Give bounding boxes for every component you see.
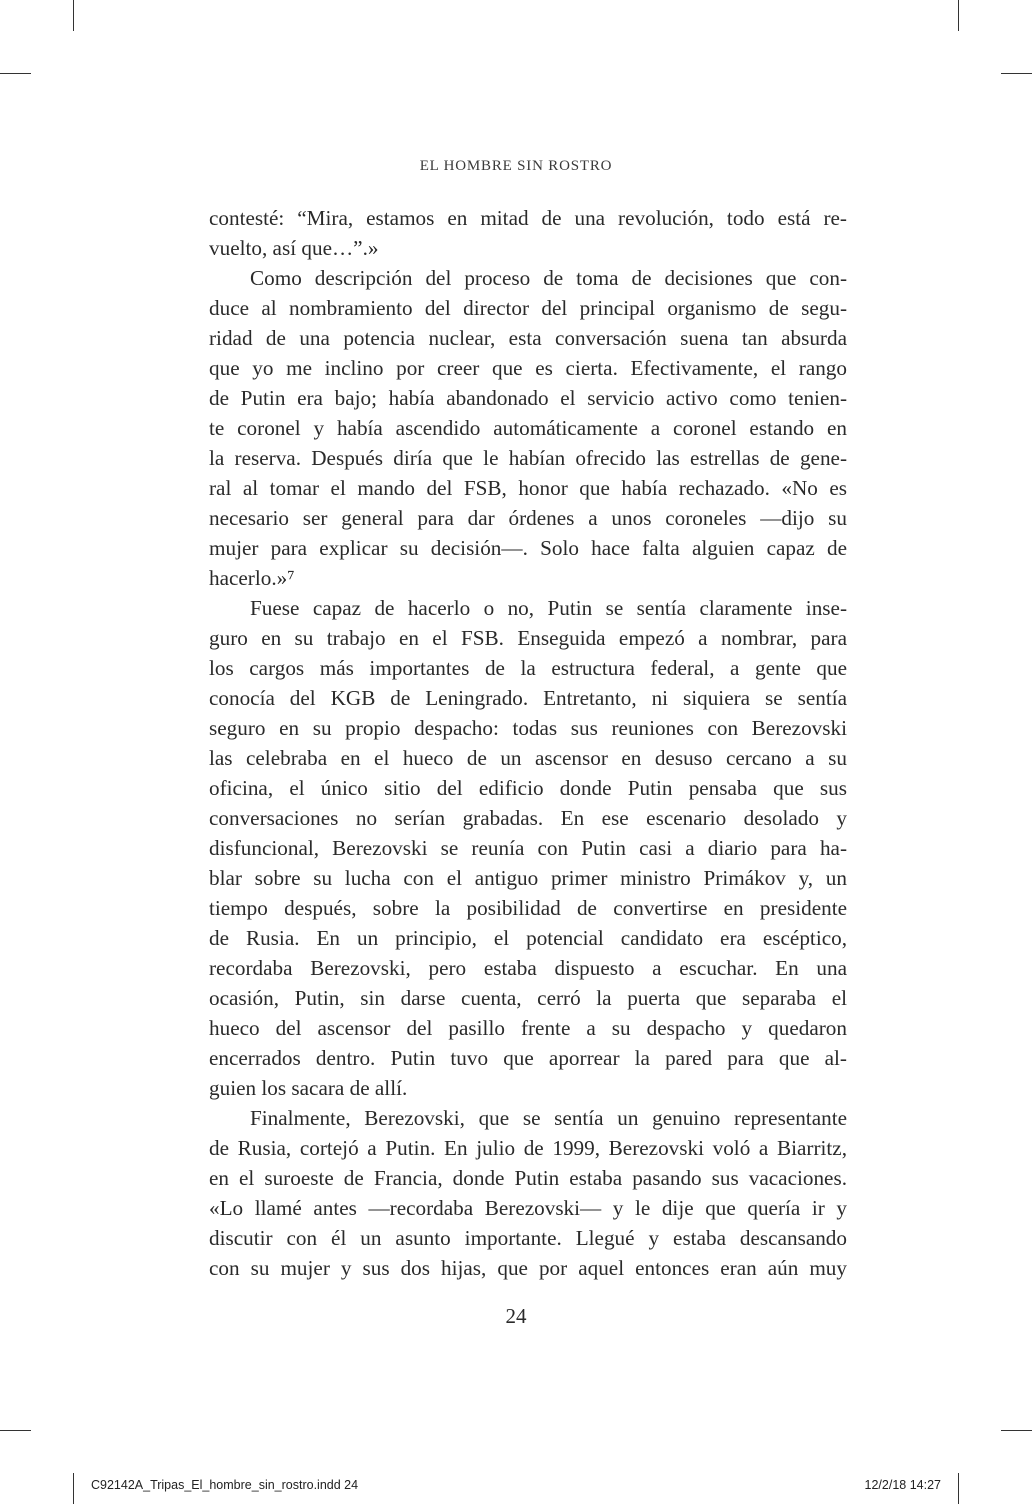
- crop-mark-top-left-vertical: [73, 0, 74, 31]
- text-line: hacerlo.»⁷: [209, 566, 295, 590]
- text-line: que yo me inclino por creer que es cierta. Efectivamente, el rango: [209, 356, 847, 380]
- text-line: te coronel y había ascendido automáticamente a coronel estando en: [209, 416, 847, 440]
- text-line: ral al tomar el mando del FSB, honor que había rechazado. «No es: [209, 476, 847, 500]
- text-line: Finalmente, Berezovski, que se sentía un genuino representante: [250, 1106, 847, 1130]
- text-line: discutir con él un asunto importante. Llegué y estaba descansando: [209, 1226, 847, 1250]
- text-line: disfuncional, Berezovski se reunía con Putin casi a diario para ha-: [209, 836, 847, 860]
- text-line: conocía del KGB de Leningrado. Entretanto, ni siquiera se sentía: [209, 686, 847, 710]
- text-line: vuelto, así que…”.»: [209, 236, 379, 260]
- text-line: seguro en su propio despacho: todas sus reuniones con Berezovski: [209, 716, 847, 740]
- text-line: de Rusia. En un principio, el potencial candidato era escéptico,: [209, 926, 847, 950]
- text-line: Como descripción del proceso de toma de decisiones que con-: [250, 266, 847, 290]
- text-line: «Lo llamé antes —recordaba Berezovski— y le dije que quería ir y: [209, 1196, 847, 1220]
- text-line: de Rusia, cortejó a Putin. En julio de 1999, Berezovski voló a Biarritz,: [209, 1136, 847, 1160]
- text-line: ocasión, Putin, sin darse cuenta, cerró la puerta que separaba el: [209, 986, 847, 1010]
- text-line: duce al nombramiento del director del principal organismo de segu-: [209, 296, 847, 320]
- crop-mark-top-right-horizontal: [1001, 73, 1032, 74]
- text-line: mujer para explicar su decisión—. Solo hace falta alguien capaz de: [209, 536, 847, 560]
- text-line: Fuese capaz de hacerlo o no, Putin se sentía claramente inse-: [250, 596, 847, 620]
- body-text: [209, 203, 847, 1283]
- text-line: encerrados dentro. Putin tuvo que aporrear la pared para que al-: [209, 1046, 847, 1070]
- crop-mark-bottom-right-vertical: [958, 1473, 959, 1504]
- text-line: blar sobre su lucha con el antiguo primer ministro Primákov y, un: [209, 866, 847, 890]
- text-line: necesario ser general para dar órdenes a unos coroneles —dijo su: [209, 506, 847, 530]
- crop-mark-top-right-vertical: [958, 0, 959, 31]
- text-line: recordaba Berezovski, pero estaba dispuesto a escuchar. En una: [209, 956, 847, 980]
- text-line: tiempo después, sobre la posibilidad de convertirse en presidente: [209, 896, 847, 920]
- crop-mark-bottom-right-horizontal: [1001, 1430, 1032, 1431]
- text-line: guien los sacara de allí.: [209, 1076, 408, 1100]
- text-line: conversaciones no serían grabadas. En ese escenario desolado y: [209, 806, 847, 830]
- slug-date-time: 12/2/18 14:27: [864, 1478, 941, 1492]
- text-line: guro en su trabajo en el FSB. Enseguida empezó a nombrar, para: [209, 626, 847, 650]
- text-line: los cargos más importantes de la estructura federal, a gente que: [209, 656, 847, 680]
- crop-mark-top-left-horizontal: [0, 73, 31, 74]
- crop-mark-bottom-left-vertical: [73, 1473, 74, 1504]
- page-number: 24: [505, 1304, 527, 1328]
- text-line: hueco del ascensor del pasillo frente a su despacho y quedaron: [209, 1016, 847, 1040]
- text-line: las celebraba en el hueco de un ascensor en desuso cercano a su: [209, 746, 847, 770]
- text-line: con su mujer y sus dos hijas, que por aquel entonces eran aún muy: [209, 1256, 847, 1280]
- text-line: oficina, el único sitio del edificio donde Putin pensaba que sus: [209, 776, 847, 800]
- text-line: la reserva. Después diría que le habían ofrecido las estrellas de gene-: [209, 446, 847, 470]
- running-head: EL HOMBRE SIN ROSTRO: [419, 158, 613, 174]
- slug-file-name: C92142A_Tripas_El_hombre_sin_rostro.indd 24: [91, 1478, 359, 1492]
- text-line: en el suroeste de Francia, donde Putin estaba pasando sus vacaciones.: [209, 1166, 847, 1190]
- text-line: ridad de una potencia nuclear, esta conversación suena tan absurda: [209, 326, 847, 350]
- crop-mark-bottom-left-horizontal: [0, 1430, 31, 1431]
- text-line: de Putin era bajo; había abandonado el servicio activo como tenien-: [209, 386, 847, 410]
- text-line: contesté: “Mira, estamos en mitad de una revolución, todo está re-: [209, 206, 847, 230]
